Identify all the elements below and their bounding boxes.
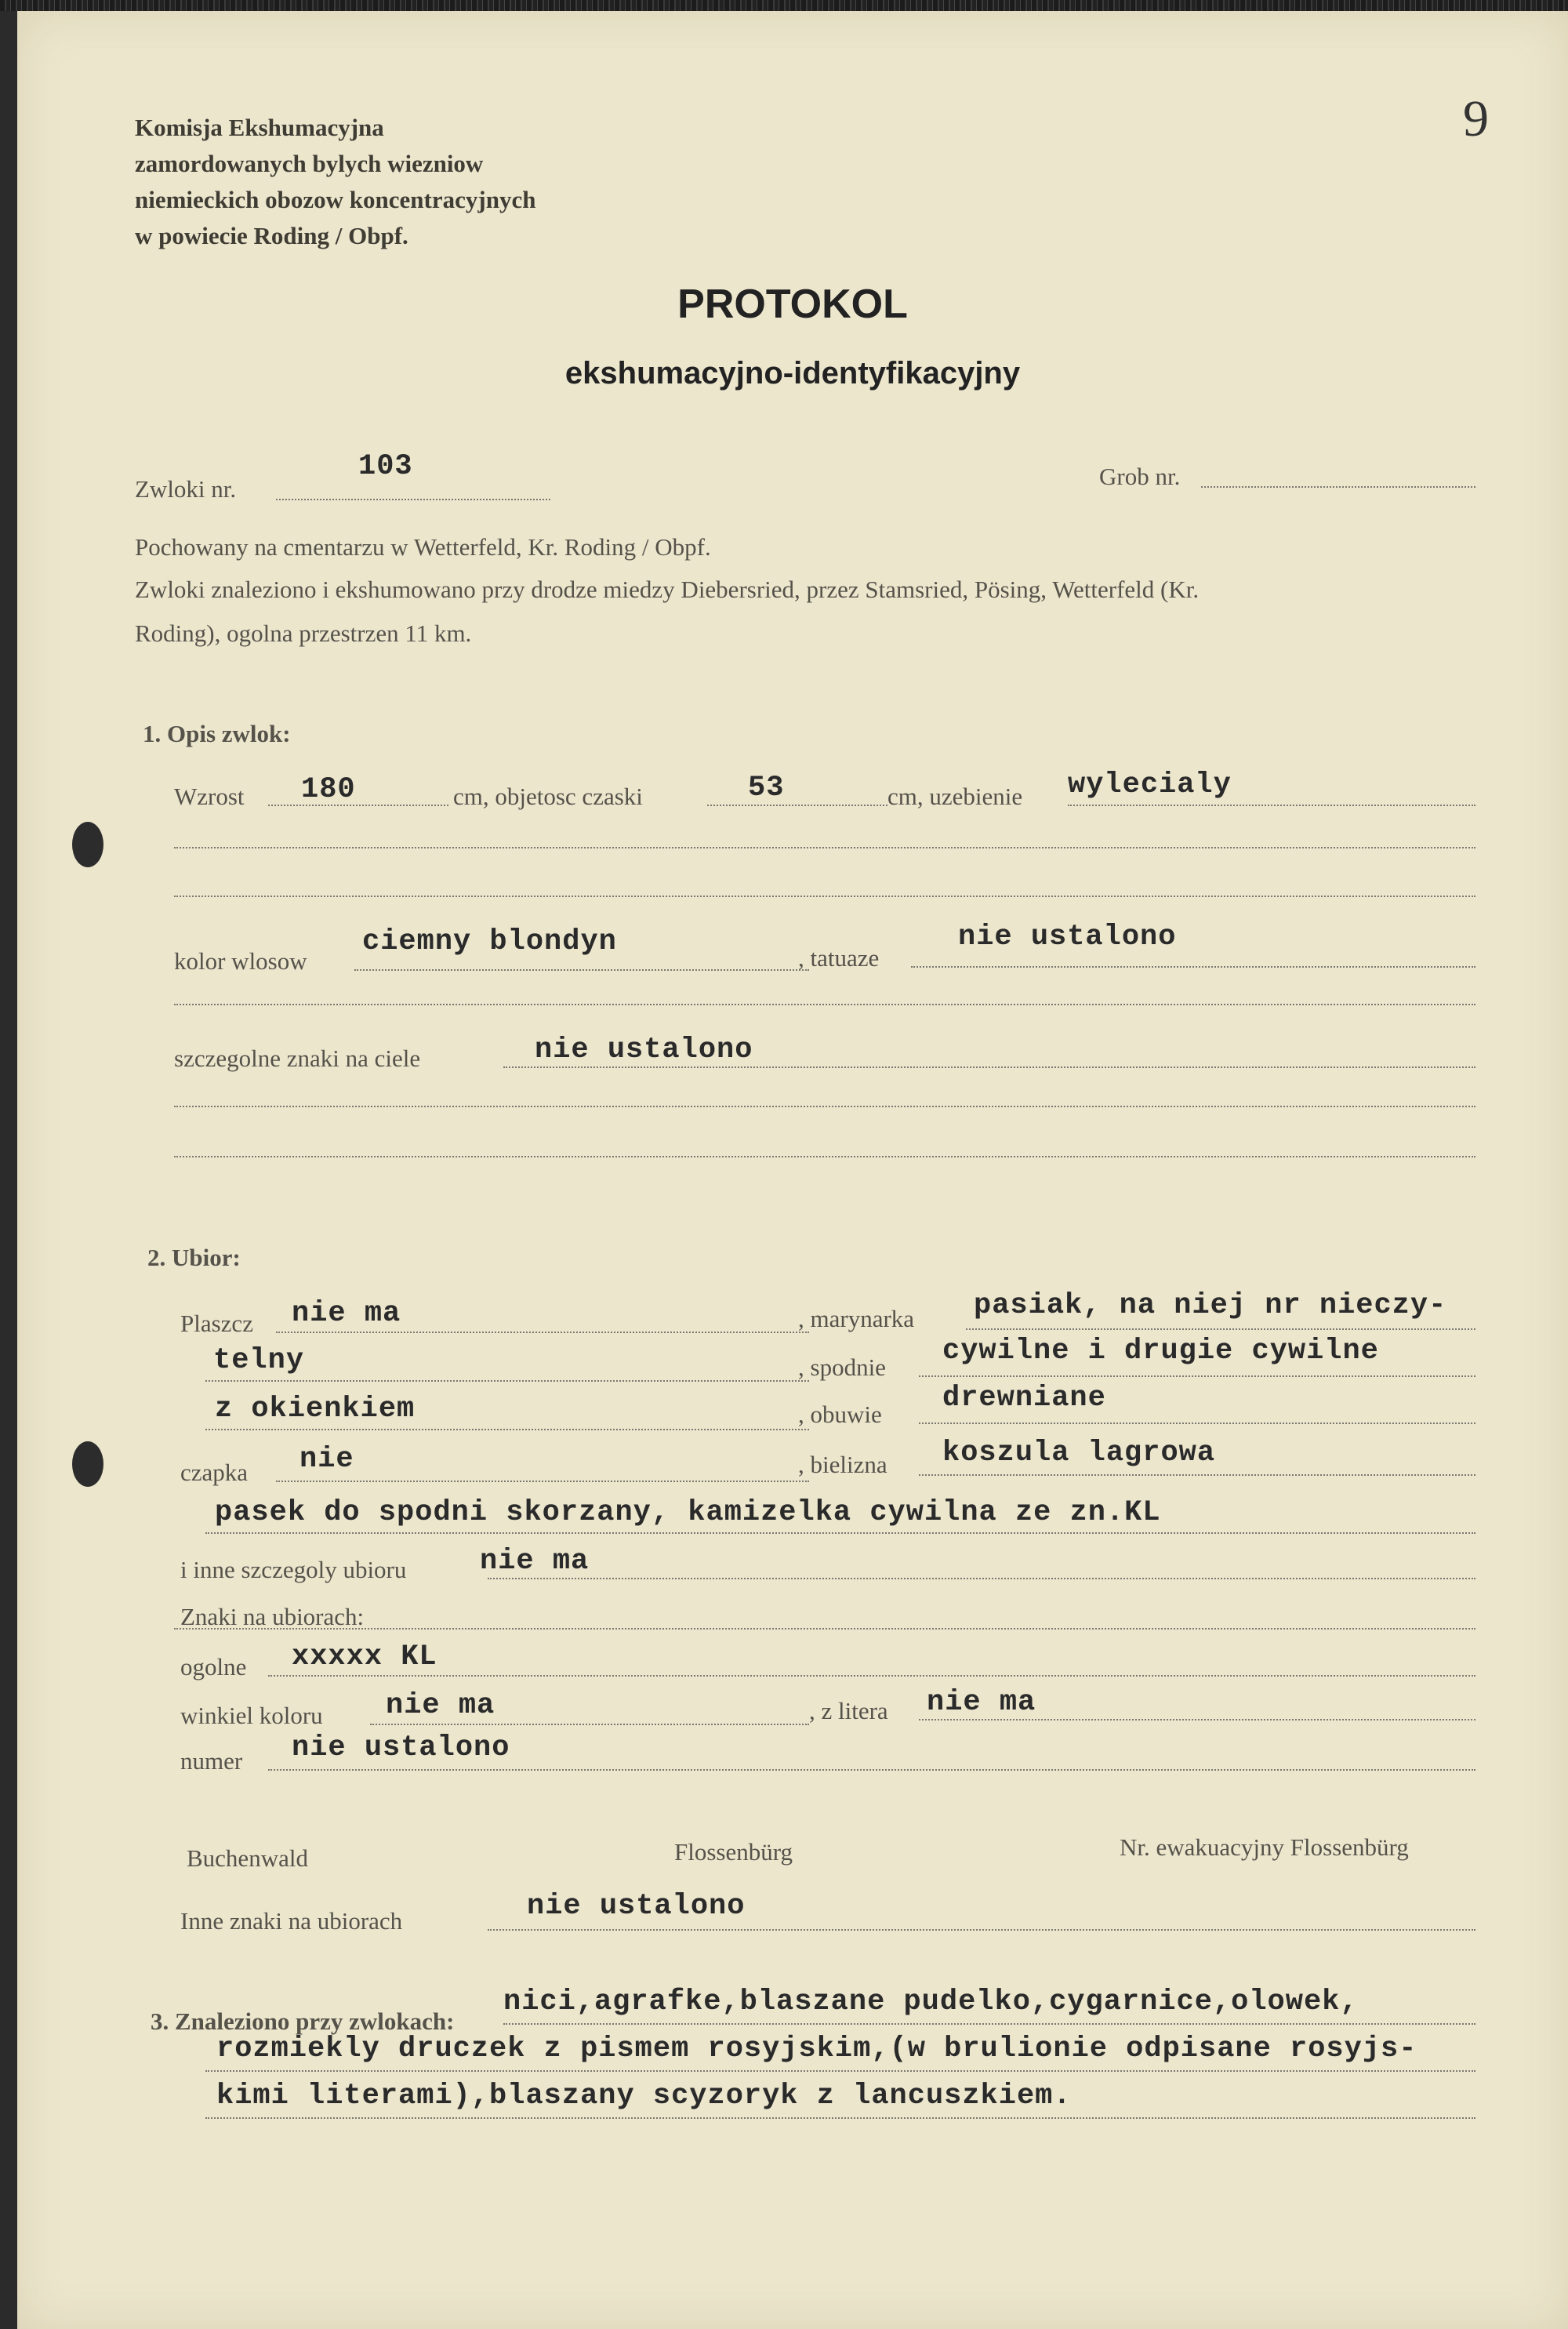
- label-coat: Plaszcz: [180, 1310, 253, 1337]
- header-line: w powiecie Roding / Obpf.: [135, 222, 408, 249]
- value-number: nie ustalono: [292, 1731, 510, 1764]
- header-line: Komisja Ekshumacyjna: [135, 114, 384, 141]
- value-jacket-2: telny: [213, 1344, 305, 1377]
- found-items-line: kimi literami),blaszany scyzoryk z lancuszkiem.: [216, 2080, 1072, 2113]
- value-height: 180: [301, 773, 356, 806]
- label-grave-number: Grob nr.: [1099, 463, 1181, 490]
- found-items-line: rozmiekly druczek z pismem rosyjskim,(w brulionie odpisane rosyjs-: [216, 2033, 1417, 2066]
- value-teeth: wylecialy: [1068, 768, 1232, 801]
- document-title: PROTOKOL: [677, 282, 908, 327]
- label-buchenwald: Buchenwald: [187, 1844, 308, 1872]
- value-skull: 53: [748, 772, 785, 805]
- value-marks: nie ustalono: [535, 1034, 753, 1066]
- value-body-number: 103: [358, 450, 413, 483]
- document-subtitle: ekshumacyjno-identyfikacyjny: [564, 356, 1021, 391]
- label-winkel-color: winkiel koloru: [180, 1702, 323, 1729]
- scan-edge: [0, 0, 1568, 11]
- value-underwear: koszula lagrowa: [942, 1437, 1216, 1470]
- commission-header: [135, 110, 535, 254]
- value-tattoos: nie ustalono: [958, 921, 1177, 954]
- document-page: [17, 11, 1568, 2329]
- label-general: ogolne: [180, 1653, 247, 1680]
- found-line-1: Zwloki znaleziono i ekshumowano przy drodze miedzy Diebersried, przez Stamsried, Pösing, Wetterfeld (Kr.: [135, 576, 1200, 603]
- section-2-heading: 2. Ubior:: [147, 1244, 241, 1271]
- label-hair: kolor wlosow: [174, 947, 307, 975]
- label-underwear: , bielizna: [798, 1451, 887, 1478]
- value-coat: nie ma: [292, 1297, 401, 1330]
- value-other-marks: nie ustalono: [527, 1890, 746, 1923]
- found-items-line: nici,agrafke,blaszane pudelko,cygarnice,olowek,: [503, 1986, 1359, 2018]
- punch-hole-top: [72, 822, 103, 867]
- label-other-details: i inne szczegoly ubioru: [180, 1556, 407, 1583]
- header-line: zamordowanych bylych wiezniow: [135, 150, 484, 177]
- label-marks: szczegolne znaki na ciele: [174, 1045, 421, 1072]
- label-tattoos: , tatuaze: [798, 944, 880, 972]
- label-letter: , z litera: [809, 1697, 888, 1724]
- label-flossenburg: Flossenbürg: [674, 1838, 793, 1866]
- label-height: Wzrost: [174, 783, 245, 810]
- header-line: niemieckich obozow koncentracyjnych: [135, 186, 536, 213]
- value-hair: ciemny blondyn: [362, 925, 617, 958]
- label-shoes: , obuwie: [798, 1401, 882, 1428]
- burial-line: Pochowany na cmentarzu w Wetterfeld, Kr. Roding / Obpf.: [135, 533, 711, 561]
- label-skull: cm, objetosc czaski: [453, 783, 643, 810]
- value-cap: nie: [299, 1443, 354, 1476]
- label-jacket: , marynarka: [798, 1305, 915, 1332]
- value-belt: pasek do spodni skorzany, kamizelka cywilna ze zn.KL: [215, 1496, 1161, 1529]
- value-letter: nie ma: [927, 1686, 1036, 1719]
- value-other-details: nie ma: [480, 1545, 590, 1578]
- label-evacuation-number: Nr. ewakuacyjny Flossenbürg: [1120, 1833, 1409, 1861]
- value-winkel-color: nie ma: [386, 1689, 495, 1722]
- section-1-heading: 1. Opis zwlok:: [143, 720, 291, 747]
- value-trousers: cywilne i drugie cywilne: [942, 1335, 1379, 1368]
- value-shoes: drewniane: [942, 1382, 1106, 1415]
- value-jacket-1: pasiak, na niej nr nieczy-: [974, 1289, 1447, 1322]
- label-other-marks: Inne znaki na ubiorach: [180, 1907, 403, 1935]
- label-trousers: , spodnie: [798, 1353, 886, 1381]
- label-clothing-marks: Znaki na ubiorach:: [180, 1603, 365, 1630]
- page-number: 9: [1463, 90, 1489, 147]
- section-3-heading: 3. Znaleziono przy zwlokach:: [151, 2007, 455, 2035]
- found-line-2: Roding), ogolna przestrzen 11 km.: [135, 619, 472, 647]
- label-number: numer: [180, 1747, 243, 1775]
- punch-hole-bottom: [72, 1441, 103, 1487]
- label-teeth: cm, uzebienie: [887, 783, 1023, 810]
- value-general: xxxxx KL: [292, 1640, 437, 1673]
- label-cap: czapka: [180, 1459, 249, 1486]
- value-jacket-3: z okienkiem: [215, 1393, 416, 1426]
- label-body-number: Zwloki nr.: [135, 475, 237, 503]
